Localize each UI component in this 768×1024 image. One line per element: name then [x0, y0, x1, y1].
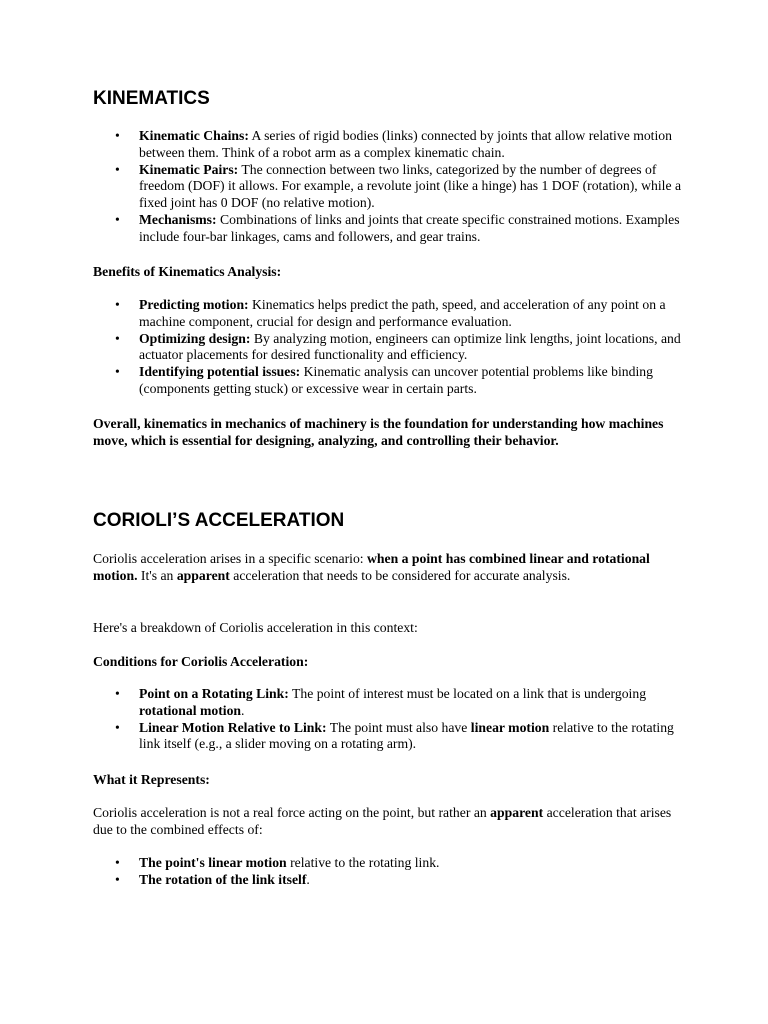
item-text: By analyzing motion, engineers can optimize link lengths, joint locations, and actuator placements for desired functionality and efficiency. — [139, 330, 681, 363]
item-term: Mechanisms: — [139, 211, 217, 227]
represents-text: acceleration that arises due to the combined effects of: — [93, 805, 672, 837]
bullet-icon: • — [115, 211, 120, 227]
bullet-icon: • — [115, 330, 120, 346]
conditions-list — [93, 686, 683, 753]
item-text: . — [306, 871, 310, 887]
coriolis-title: CORIOLI’S ACCELERATION — [93, 510, 345, 531]
list-item — [93, 331, 683, 365]
list-item — [93, 872, 683, 889]
kinematics-title: KINEMATICS — [93, 88, 210, 109]
represents-paragraph — [93, 804, 683, 838]
coriolis-breakdown: Here's a breakdown of Coriolis acceleration in this context: — [93, 620, 418, 635]
bullet-icon: • — [115, 686, 120, 701]
item-text: The point of interest must be located on a link that is undergoing — [288, 686, 647, 701]
item-text: A series of rigid bodies (links) connected by joints that allow relative motion between them. Think of a robot arm as a complex kinematic chain. — [139, 128, 672, 160]
item-term: Linear Motion Relative to Link: — [139, 719, 327, 735]
item-term: Point on a Rotating Link: — [139, 686, 289, 701]
item-text: relative to the rotating link itself (e.g., a slider moving on a rotating arm). — [139, 719, 674, 752]
list-item — [93, 686, 683, 720]
kinematics-list — [93, 128, 683, 246]
item-text: Kinematics helps predict the path, speed, and acceleration of any point on a machine component, crucial for design and performance evaluation. — [139, 297, 666, 329]
list-item — [93, 297, 683, 331]
list-item — [93, 162, 683, 212]
benefits-list — [93, 297, 683, 398]
intro-emphasis: when a point has combined linear and rotational motion. — [93, 551, 650, 583]
intro-text: acceleration that needs to be considered for accurate analysis. — [229, 568, 571, 583]
bullet-icon: • — [115, 871, 120, 887]
item-text: Kinematic analysis can uncover potential problems like binding (components getting stuck) or excessive wear in certain parts. — [139, 364, 653, 396]
represents-heading-text: What it Represents: — [93, 772, 210, 787]
coriolis-intro — [93, 550, 683, 584]
bullet-icon: • — [115, 297, 120, 312]
intro-text: Coriolis acceleration arises in a specific scenario: — [93, 551, 368, 566]
conditions-heading — [93, 653, 308, 670]
item-term: Predicting motion: — [139, 297, 249, 312]
list-item — [93, 128, 683, 162]
item-term: Kinematic Pairs: — [139, 161, 239, 177]
item-emphasis: rotational motion — [139, 702, 242, 718]
effects-list — [93, 855, 683, 889]
list-item — [93, 212, 683, 246]
item-text: The point must also have — [326, 719, 471, 735]
item-text: Combinations of links and joints that create specific constrained motions. Examples include four-bar linkages, cams and followers, and gear trains. — [139, 211, 680, 244]
represents-heading — [93, 771, 210, 788]
item-emphasis: linear motion — [470, 719, 550, 735]
intro-emphasis: apparent — [176, 568, 230, 583]
item-term: Identifying potential issues: — [139, 364, 301, 380]
bullet-icon: • — [115, 719, 120, 735]
represents-text: Coriolis acceleration is not a real force acting on the point, but rather an — [93, 805, 491, 820]
list-item — [93, 720, 683, 754]
item-text: The connection between two links, categorized by the number of degrees of freedom (DOF) it allows. For example, a revolute joint (like a hinge) has 1 DOF (rotation), while a fixed joint has 0 DOF (no relative motion). — [139, 161, 682, 211]
kinematics-summary — [93, 415, 683, 449]
item-term: The rotation of the link itself — [139, 871, 307, 887]
bullet-icon: • — [115, 128, 120, 143]
conditions-heading-text: Conditions for Coriolis Acceleration: — [93, 654, 309, 669]
item-term: Kinematic Chains: — [139, 128, 249, 143]
benefits-heading — [93, 263, 281, 280]
summary-text: Overall, kinematics in mechanics of machinery is the foundation for understanding how machines move, which is essential for designing, analyzing, and controlling their behavior. — [93, 416, 664, 448]
bullet-icon: • — [115, 161, 120, 177]
bullet-icon: • — [115, 855, 120, 870]
item-text: relative to the rotating link. — [286, 855, 440, 870]
item-text: . — [241, 702, 245, 718]
item-term: The point's linear motion — [139, 855, 287, 870]
intro-text: It's an — [137, 568, 177, 583]
list-item — [93, 855, 683, 872]
benefits-heading-text: Benefits of Kinematics Analysis: — [93, 264, 282, 279]
bullet-icon: • — [115, 364, 120, 380]
represents-emphasis: apparent — [490, 805, 544, 820]
item-term: Optimizing design: — [139, 330, 251, 346]
list-item — [93, 364, 683, 398]
